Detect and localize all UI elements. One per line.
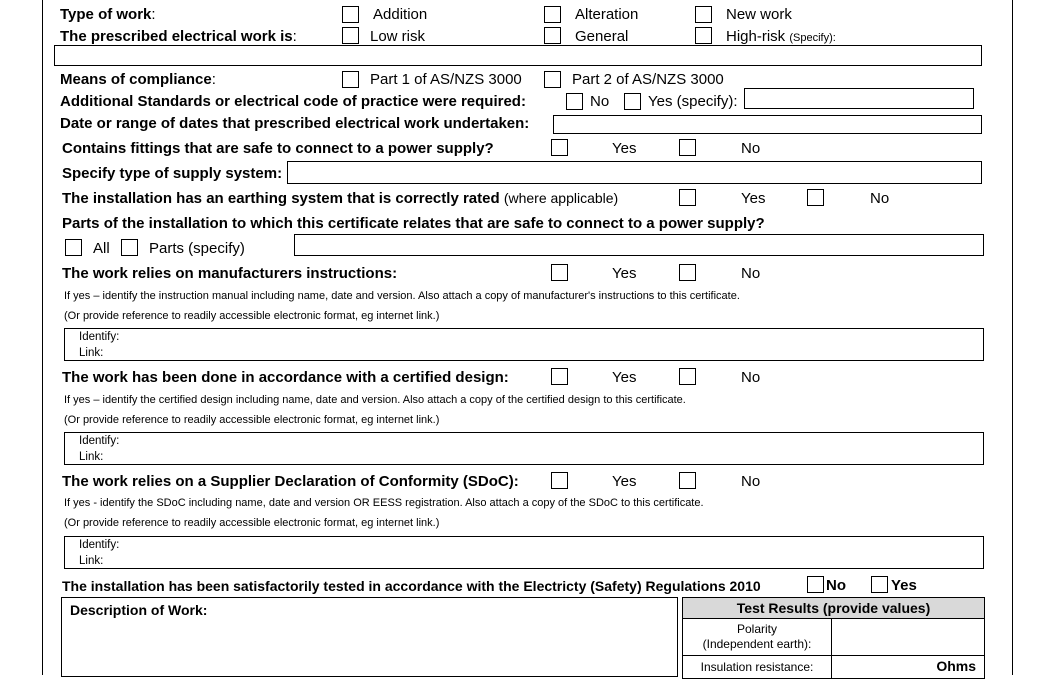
insulation-value-field[interactable]: [831, 655, 985, 679]
parts-specify-label: Parts (specify): [149, 240, 245, 257]
ohms-unit-label: Ohms: [936, 658, 976, 674]
parts-all-label: All: [93, 240, 110, 257]
sdoc-label: The work relies on a Supplier Declaration of Conformity (SDoC):: [62, 473, 519, 490]
sdoc-note: If yes - identify the SDoC including name, date and version OR EESS registration. Also attach a copy of the SDoC to this certificate.: [64, 497, 704, 509]
general-label: General: [575, 28, 629, 45]
low-risk-label: Low risk: [370, 28, 426, 45]
means-row: [60, 71, 216, 88]
earthing-label: The installation has an earthing system that is correctly rated: [62, 190, 500, 207]
manufacturer-yes-checkbox[interactable]: [551, 264, 568, 281]
supply-field[interactable]: [287, 161, 982, 184]
page-border-right: [1012, 0, 1013, 675]
fittings-no-checkbox[interactable]: [679, 139, 696, 156]
sdoc-reference-box[interactable]: [64, 536, 984, 569]
insulation-label: Insulation resistance:: [700, 660, 814, 674]
tested-no-label: No: [826, 577, 846, 594]
means-colon: :: [211, 71, 216, 88]
sdoc-no-checkbox[interactable]: [679, 472, 696, 489]
certified-identify-label: Identify:: [79, 435, 120, 447]
parts-all-checkbox[interactable]: [65, 239, 82, 256]
means-label: Means of compliance: [60, 71, 212, 88]
addition-label: Addition: [373, 6, 428, 23]
fittings-yes-checkbox[interactable]: [551, 139, 568, 156]
manufacturer-yes-label: Yes: [612, 265, 637, 282]
earthing-row: [62, 190, 618, 207]
sdoc-note-link: (Or provide reference to readily accessible electronic format, eg internet link.): [64, 517, 440, 529]
high-risk-row: [726, 28, 836, 45]
fittings-no-label: No: [741, 140, 761, 157]
sdoc-yes-checkbox[interactable]: [551, 472, 568, 489]
parts-specify-checkbox[interactable]: [121, 239, 138, 256]
manufacturer-identify-label: Identify:: [79, 331, 120, 343]
sdoc-yes-label: Yes: [612, 473, 637, 490]
certified-no-checkbox[interactable]: [679, 368, 696, 385]
fittings-label: Contains fittings that are safe to connect to a power supply?: [62, 140, 494, 157]
parts-label: Parts of the installation to which this certificate relates that are safe to connect to a power supply?: [62, 215, 765, 232]
sdoc-no-label: No: [741, 473, 761, 490]
alteration-checkbox[interactable]: [544, 6, 561, 23]
part2-label: Part 2 of AS/NZS 3000: [572, 71, 724, 88]
supply-label: Specify type of supply system:: [62, 165, 283, 182]
earthing-yes-label: Yes: [741, 190, 766, 207]
polarity-value-field[interactable]: [831, 618, 985, 656]
part1-checkbox[interactable]: [342, 71, 359, 88]
certified-link-label: Link:: [79, 451, 104, 463]
earthing-note: (where applicable): [503, 190, 619, 206]
alteration-label: Alteration: [575, 6, 639, 23]
type-of-work-colon: :: [151, 6, 156, 23]
page-border-left: [42, 0, 43, 675]
low-risk-checkbox[interactable]: [342, 27, 359, 44]
certified-label: The work has been done in accordance with a certified design:: [62, 369, 509, 386]
fittings-yes-label: Yes: [612, 140, 637, 157]
manufacturer-link-label: Link:: [79, 347, 104, 359]
tested-no-checkbox[interactable]: [807, 576, 824, 593]
part1-label: Part 1 of AS/NZS 3000: [370, 71, 522, 88]
sdoc-identify-label: Identify:: [79, 539, 120, 551]
certified-reference-box[interactable]: [64, 432, 984, 465]
high-risk-specify-label: (Specify):: [789, 32, 836, 44]
additional-specify-field[interactable]: [744, 88, 974, 109]
insulation-label-cell: [682, 655, 832, 679]
tested-yes-checkbox[interactable]: [871, 576, 888, 593]
earthing-no-label: No: [870, 190, 890, 207]
manufacturer-note: If yes – identify the instruction manual including name, date and version. Also attach a copy of manufacturer's instructions to this certificate.: [64, 290, 740, 302]
additional-no-label: No: [590, 93, 610, 110]
date-range-field[interactable]: [553, 115, 982, 134]
general-checkbox[interactable]: [544, 27, 561, 44]
certified-yes-checkbox[interactable]: [551, 368, 568, 385]
additional-no-checkbox[interactable]: [566, 93, 583, 110]
parts-specify-field[interactable]: [294, 234, 984, 256]
tested-yes-label: Yes: [891, 577, 917, 594]
manufacturer-no-checkbox[interactable]: [679, 264, 696, 281]
earthing-no-checkbox[interactable]: [807, 189, 824, 206]
addition-checkbox[interactable]: [342, 6, 359, 23]
prescribed-colon: :: [292, 28, 297, 45]
additional-yes-checkbox[interactable]: [624, 93, 641, 110]
manufacturer-label: The work relies on manufacturers instructions:: [62, 265, 398, 282]
sdoc-link-label: Link:: [79, 555, 104, 567]
additional-yes-label: Yes (specify):: [648, 93, 738, 110]
polarity-label: Polarity: [736, 622, 777, 636]
type-of-work-label: Type of work: [60, 6, 152, 23]
prescribed-label: The prescribed electrical work is: [60, 28, 293, 45]
certified-note: If yes – identify the certified design including name, date and version. Also attach a copy of the certified design to this certificate.: [64, 394, 686, 406]
earthing-yes-checkbox[interactable]: [679, 189, 696, 206]
date-range-label: Date or range of dates that prescribed electrical work undertaken:: [60, 115, 530, 132]
description-label: Description of Work:: [70, 602, 208, 618]
high-risk-label: High-risk: [726, 28, 786, 45]
high-risk-checkbox[interactable]: [695, 27, 712, 44]
tested-label: The installation has been satisfactorily tested in accordance with the Electricty (Safety) Regulations 2010: [62, 578, 761, 594]
description-box[interactable]: [61, 597, 678, 677]
test-results-header: Test Results (provide values): [682, 597, 985, 619]
additional-label: Additional Standards or electrical code of practice were required:: [60, 93, 526, 110]
polarity-label-cell: [682, 618, 832, 656]
manufacturer-no-label: No: [741, 265, 761, 282]
new-work-label: New work: [726, 6, 792, 23]
new-work-checkbox[interactable]: [695, 6, 712, 23]
certified-no-label: No: [741, 369, 761, 386]
manufacturer-note-link: (Or provide reference to readily accessible electronic format, eg internet link.): [64, 310, 440, 322]
high-risk-specify-field[interactable]: [54, 45, 982, 66]
prescribed-row: [60, 28, 297, 45]
type-of-work-row: [60, 6, 156, 23]
certified-note-link: (Or provide reference to readily accessible electronic format, eg internet link.): [64, 414, 440, 426]
manufacturer-reference-box[interactable]: [64, 328, 984, 361]
certified-yes-label: Yes: [612, 369, 637, 386]
polarity-sub-label: (Independent earth):: [702, 637, 812, 651]
part2-checkbox[interactable]: [544, 71, 561, 88]
